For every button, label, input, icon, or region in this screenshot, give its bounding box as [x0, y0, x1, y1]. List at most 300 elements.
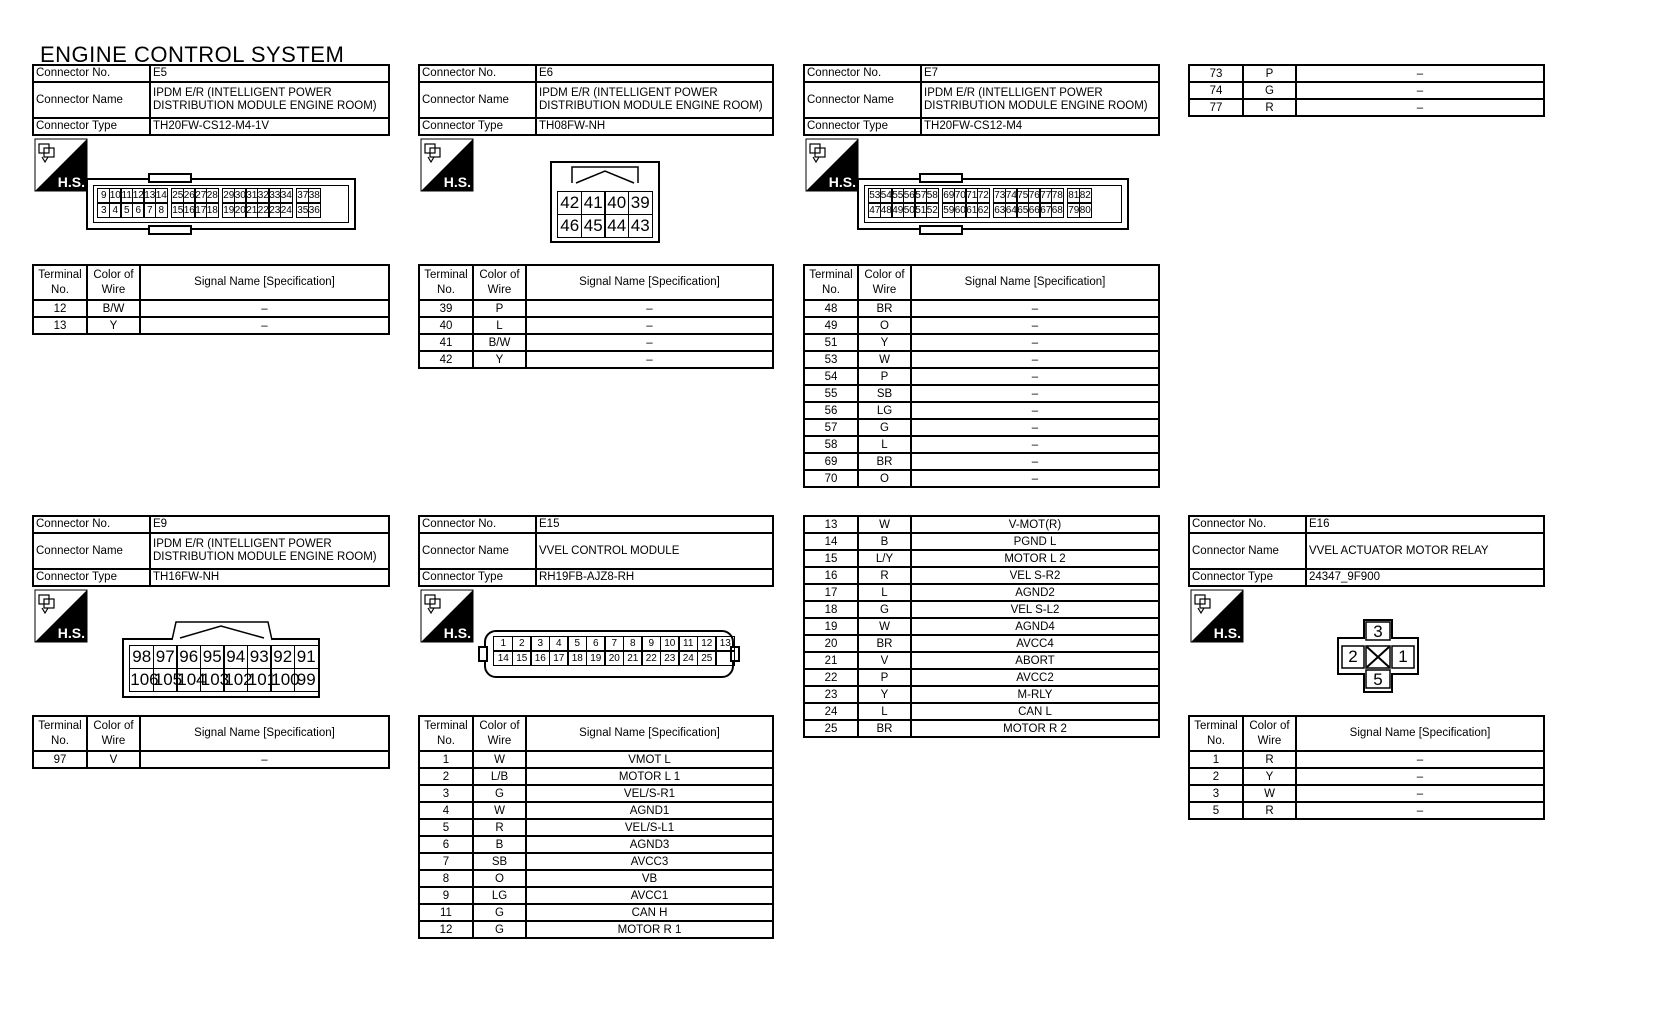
connector-face: [86, 178, 356, 230]
terminal-no: 17: [804, 584, 858, 601]
wire-color: G: [473, 785, 526, 802]
terminal-row: [33, 300, 389, 317]
connector-name-label: Connector Name: [419, 533, 536, 569]
terminal-pin: 6: [132, 203, 145, 218]
terminal-pin: 5: [120, 203, 133, 218]
signal-name: AVCC4: [911, 635, 1159, 652]
terminal-pin: 7: [143, 203, 156, 218]
terminal-row: [804, 453, 1159, 470]
terminal-pin: 3: [97, 203, 110, 218]
signal-name: MOTOR L 1: [526, 768, 773, 785]
terminal-no: 15: [804, 550, 858, 567]
signal-name: AGND3: [526, 836, 773, 853]
terminal-pin: 4: [549, 636, 569, 651]
terminal-no: 48: [804, 300, 858, 317]
terminal-pin: 70: [954, 190, 966, 202]
signal-name: –: [1296, 785, 1544, 802]
terminal-pin: [715, 651, 735, 666]
connector-name-value: VVEL ACTUATOR MOTOR RELAY: [1306, 533, 1544, 569]
connector-type-value: TH20FW-CS12-M4: [921, 118, 1159, 135]
terminal-no: 42: [419, 351, 473, 368]
terminal-pin: 32: [257, 190, 269, 202]
connector-type-label: Connector Type: [33, 118, 150, 135]
terminal-no: 5: [1189, 802, 1243, 819]
terminal-pin: 41: [581, 191, 606, 215]
connector-number-label: Connector No.: [33, 65, 150, 82]
connector-info-table: [32, 515, 390, 587]
terminal-no: 97: [33, 751, 87, 768]
page-title: ENGINE CONTROL SYSTEM: [40, 42, 345, 67]
connector-face: [857, 178, 1129, 230]
wire-color: B: [858, 533, 911, 550]
terminal-no: 58: [804, 436, 858, 453]
terminal-pin: 80: [1079, 204, 1091, 216]
connector-face: [122, 638, 320, 698]
terminal-row: [804, 436, 1159, 453]
terminal-row: [1189, 768, 1544, 785]
signal-name: –: [526, 300, 773, 317]
connector-number-value: E7: [921, 65, 1159, 82]
terminal-pin: 23: [660, 651, 680, 666]
terminal-no: 2: [1189, 768, 1243, 785]
terminal-row: [419, 334, 773, 351]
terminal-pin: 1: [1398, 647, 1408, 666]
terminal-no: 41: [419, 334, 473, 351]
connector-e5-block: [32, 64, 390, 332]
terminal-pin: 72: [977, 190, 989, 202]
terminal-pin: 25: [172, 190, 184, 202]
terminal-row: [419, 819, 773, 836]
terminal-pin: 48: [880, 204, 892, 216]
terminal-row: [419, 785, 773, 802]
connector-e15-block: [418, 515, 774, 936]
terminal-table: [32, 264, 390, 335]
terminal-pin: 22: [257, 204, 269, 216]
terminal-pin: 15: [512, 651, 532, 666]
terminal-pin: 67: [1040, 204, 1052, 216]
harness-side-icon: [420, 589, 474, 643]
terminal-row: [419, 836, 773, 853]
hs-label: H.S.: [1213, 625, 1241, 641]
terminal-no: 56: [804, 402, 858, 419]
terminal-pin: 27: [195, 190, 207, 202]
terminal-pin: 79: [1068, 204, 1080, 216]
wire-color: R: [1243, 751, 1296, 768]
wire-color: P: [858, 669, 911, 686]
terminal-row: [1189, 82, 1544, 99]
wire-color: R: [858, 567, 911, 584]
connector-name-value: IPDM E/R (INTELLIGENT POWER DISTRIBUTION MODULE ENGINE ROOM): [921, 82, 1159, 118]
signal-name: MOTOR L 2: [911, 550, 1159, 567]
wire-color: B/W: [87, 300, 140, 317]
terminal-pin: 98: [129, 645, 154, 669]
wire-color: W: [858, 516, 911, 533]
terminal-row: [419, 751, 773, 768]
terminal-row: [804, 470, 1159, 487]
terminal-pin: 19: [223, 204, 235, 216]
connector-name-value: IPDM E/R (INTELLIGENT POWER DISTRIBUTION MODULE ENGINE ROOM): [150, 82, 389, 118]
signal-name: CAN L: [911, 703, 1159, 720]
terminal-pin: 104: [176, 668, 201, 692]
terminal-no: 12: [33, 300, 87, 317]
terminal-no: 25: [804, 720, 858, 737]
terminal-no: 8: [419, 870, 473, 887]
wire-color: L: [858, 436, 911, 453]
signal-name: –: [140, 300, 389, 317]
terminal-no: 51: [804, 334, 858, 351]
signal-name: –: [1296, 82, 1544, 99]
connector-face-grid: [869, 189, 1091, 218]
terminal-row: [804, 385, 1159, 402]
terminal-pin: 59: [943, 204, 955, 216]
terminal-pin: 73: [994, 190, 1006, 202]
terminal-row: [804, 652, 1159, 669]
terminal-pin: 96: [176, 645, 201, 669]
terminal-pin: 8: [623, 636, 643, 651]
terminal-no: 7: [419, 853, 473, 870]
wire-color: BR: [858, 720, 911, 737]
wire-color: G: [473, 904, 526, 921]
terminal-pin: 11: [678, 636, 698, 651]
terminal-pin: 30: [234, 190, 246, 202]
terminal-pin: 61: [966, 204, 978, 216]
terminal-pin: 58: [926, 190, 938, 202]
signal-name: CAN H: [526, 904, 773, 921]
connector-number-label: Connector No.: [33, 516, 150, 533]
connector-name-label: Connector Name: [804, 82, 921, 118]
terminal-row: [804, 720, 1159, 737]
terminal-no: 20: [804, 635, 858, 652]
wire-color: G: [1243, 82, 1296, 99]
terminal-pin: 64: [1005, 204, 1017, 216]
terminal-pin: 43: [628, 214, 653, 238]
terminal-pin: 62: [977, 204, 989, 216]
terminal-pin: 16: [530, 651, 550, 666]
terminal-pin: 22: [641, 651, 661, 666]
terminal-pin: 9: [97, 188, 110, 203]
terminal-pin: 103: [200, 668, 225, 692]
connector-number-value: E9: [150, 516, 389, 533]
terminal-pin: 2: [512, 636, 532, 651]
signal-name: PGND L: [911, 533, 1159, 550]
connector-type-value: TH20FW-CS12-M4-1V: [150, 118, 389, 135]
terminal-pin: 44: [604, 214, 629, 238]
signal-name: –: [1296, 99, 1544, 116]
terminal-pin: 74: [1005, 190, 1017, 202]
connector-face: [550, 161, 660, 243]
wire-color: BR: [858, 453, 911, 470]
terminal-pin: 6: [586, 636, 606, 651]
terminal-pin: 17: [549, 651, 569, 666]
terminal-pin: 42: [557, 191, 582, 215]
terminal-row: [804, 584, 1159, 601]
connector-number-label: Connector No.: [419, 516, 536, 533]
terminal-pin: 17: [195, 204, 207, 216]
wire-color: L/Y: [858, 550, 911, 567]
signal-name: –: [1296, 802, 1544, 819]
terminal-pin: 12: [697, 636, 717, 651]
wire-color: B: [473, 836, 526, 853]
hs-label: H.S.: [57, 625, 85, 641]
terminal-pin: 105: [153, 668, 178, 692]
terminal-row: [419, 768, 773, 785]
terminal-no: 9: [419, 887, 473, 904]
connector-number-value: E16: [1306, 516, 1544, 533]
wire-color: V: [87, 751, 140, 768]
connector-e9-block: [32, 515, 390, 766]
wire-color: Y: [1243, 768, 1296, 785]
signal-name: –: [526, 317, 773, 334]
connector-number-value: E5: [150, 65, 389, 82]
wire-color: Y: [87, 317, 140, 334]
terminal-pin: 93: [247, 645, 272, 669]
terminal-pin: 36: [308, 204, 320, 216]
connector-name-label: Connector Name: [419, 82, 536, 118]
terminal-pin: 81: [1068, 190, 1080, 202]
wire-color: R: [1243, 802, 1296, 819]
terminal-row: [1189, 751, 1544, 768]
terminal-pin: 60: [954, 204, 966, 216]
terminal-no: 1: [1189, 751, 1243, 768]
terminal-pin: 75: [1017, 190, 1029, 202]
terminal-row: [804, 618, 1159, 635]
signal-name: AGND1: [526, 802, 773, 819]
wire-color: SB: [858, 385, 911, 402]
terminal-table: [418, 264, 774, 369]
wire-color: P: [1243, 65, 1296, 82]
signal-name: –: [911, 419, 1159, 436]
terminal-no: 6: [419, 836, 473, 853]
connector-name-value: IPDM E/R (INTELLIGENT POWER DISTRIBUTION MODULE ENGINE ROOM): [536, 82, 773, 118]
wire-color: L: [858, 703, 911, 720]
signal-name: VEL/S-L1: [526, 819, 773, 836]
terminal-no-header: Terminal No.: [33, 265, 87, 300]
terminal-row: [419, 870, 773, 887]
wire-color: Y: [858, 686, 911, 703]
signal-name: –: [1296, 768, 1544, 785]
color-of-wire-header: Color of Wire: [87, 265, 140, 300]
connector-e7-continued: [1188, 64, 1545, 117]
terminal-no: 70: [804, 470, 858, 487]
terminal-row: [804, 402, 1159, 419]
terminal-no: 13: [804, 516, 858, 533]
wire-color: W: [473, 751, 526, 768]
connector-number-label: Connector No.: [804, 65, 921, 82]
terminal-pin: 92: [270, 645, 295, 669]
signal-name: –: [1296, 751, 1544, 768]
terminal-no: 3: [1189, 785, 1243, 802]
signal-name: AGND4: [911, 618, 1159, 635]
wire-color: P: [858, 368, 911, 385]
terminal-row: [419, 351, 773, 368]
color-of-wire-header: Color of Wire: [473, 265, 526, 300]
terminal-pin: 37: [297, 190, 309, 202]
terminal-pin: 5: [567, 636, 587, 651]
terminal-table: [418, 715, 774, 939]
terminal-no: 49: [804, 317, 858, 334]
wire-color: R: [1243, 99, 1296, 116]
color-of-wire-header: Color of Wire: [87, 716, 140, 751]
terminal-table: [1188, 715, 1545, 820]
terminal-pin: 9: [641, 636, 661, 651]
terminal-pin: 38: [308, 190, 320, 202]
terminal-row: [804, 567, 1159, 584]
connector-type-value: RH19FB-AJZ8-RH: [536, 569, 773, 586]
wire-color: BR: [858, 300, 911, 317]
wire-color: L/B: [473, 768, 526, 785]
signal-name: MOTOR R 1: [526, 921, 773, 938]
connector-number-label: Connector No.: [1189, 516, 1306, 533]
connector-info-table: [418, 515, 774, 587]
terminal-pin: 29: [223, 190, 235, 202]
terminal-no: 40: [419, 317, 473, 334]
terminal-row: [33, 317, 389, 334]
terminal-row: [804, 317, 1159, 334]
terminal-pin: 77: [1040, 190, 1052, 202]
harness-side-icon: [805, 138, 859, 192]
wire-color: W: [473, 802, 526, 819]
terminal-pin: 57: [915, 190, 927, 202]
terminal-pin: 21: [246, 204, 258, 216]
wire-color: BR: [858, 635, 911, 652]
terminal-pin: 10: [660, 636, 680, 651]
terminal-no: 77: [1189, 99, 1243, 116]
terminal-no: 22: [804, 669, 858, 686]
signal-name: –: [911, 368, 1159, 385]
connector-number-label: Connector No.: [419, 65, 536, 82]
terminal-pin: 63: [994, 204, 1006, 216]
terminal-pin: 46: [557, 214, 582, 238]
terminal-row: [419, 300, 773, 317]
signal-name-header: Signal Name [Specification]: [526, 265, 773, 300]
terminal-pin: 10: [109, 190, 121, 202]
signal-name: –: [911, 300, 1159, 317]
terminal-pin: 39: [628, 191, 653, 215]
terminal-pin: 97: [153, 645, 178, 669]
hs-label: H.S.: [828, 174, 856, 190]
terminal-pin: 15: [172, 204, 184, 216]
terminal-pin: 8: [155, 203, 168, 218]
terminal-no-header: Terminal No.: [804, 265, 858, 300]
connector-name-label: Connector Name: [33, 82, 150, 118]
terminal-pin: 49: [892, 204, 904, 216]
connector-name-label: Connector Name: [33, 533, 150, 569]
terminal-row: [419, 904, 773, 921]
terminal-no: 16: [804, 567, 858, 584]
connector-type-label: Connector Type: [419, 118, 536, 135]
terminal-pin: 40: [604, 191, 629, 215]
signal-name-header: Signal Name [Specification]: [140, 716, 389, 751]
terminal-pin: 51: [915, 204, 927, 216]
terminal-row: [804, 703, 1159, 720]
signal-name: ABORT: [911, 652, 1159, 669]
terminal-pin: 14: [155, 190, 167, 202]
terminal-row: [804, 550, 1159, 567]
signal-name-header: Signal Name [Specification]: [911, 265, 1159, 300]
terminal-row: [804, 334, 1159, 351]
terminal-row: [419, 887, 773, 904]
terminal-no-header: Terminal No.: [1189, 716, 1243, 751]
terminal-row: [1189, 802, 1544, 819]
connector-face-grid: [130, 646, 318, 691]
wire-color: G: [473, 921, 526, 938]
terminal-row: [419, 802, 773, 819]
terminal-pin: 4: [109, 203, 122, 218]
connector-type-value: 24347_9F900: [1306, 569, 1544, 586]
wire-color: R: [473, 819, 526, 836]
color-of-wire-header: Color of Wire: [1243, 716, 1296, 751]
terminal-no: 54: [804, 368, 858, 385]
terminal-pin: 1: [493, 636, 513, 651]
connector-info-table: [1188, 515, 1545, 587]
terminal-row: [33, 751, 389, 768]
connector-face: [1336, 618, 1420, 694]
connector-type-value: TH16FW-NH: [150, 569, 389, 586]
signal-name: –: [1296, 65, 1544, 82]
terminal-pin: 13: [144, 190, 156, 202]
terminal-pin: 106: [129, 668, 154, 692]
wire-color: Y: [858, 334, 911, 351]
terminal-pin: 68: [1051, 204, 1063, 216]
harness-side-icon: [34, 138, 88, 192]
terminal-row: [1189, 785, 1544, 802]
terminal-row: [1189, 99, 1544, 116]
hs-label: H.S.: [443, 174, 471, 190]
connector-name-value: VVEL CONTROL MODULE: [536, 533, 773, 569]
terminal-pin: 21: [623, 651, 643, 666]
connector-face-grid: [494, 637, 735, 666]
terminal-pin: 55: [892, 190, 904, 202]
hs-label: H.S.: [443, 625, 471, 641]
terminal-pin: 45: [581, 214, 606, 238]
terminal-pin: 26: [183, 190, 195, 202]
wire-color: W: [858, 351, 911, 368]
connector-info-table: [803, 64, 1160, 136]
signal-name: MOTOR R 2: [911, 720, 1159, 737]
terminal-pin: 25: [697, 651, 717, 666]
terminal-row: [419, 317, 773, 334]
signal-name-header: Signal Name [Specification]: [526, 716, 773, 751]
terminal-no: 23: [804, 686, 858, 703]
wire-color: B/W: [473, 334, 526, 351]
terminal-no: 53: [804, 351, 858, 368]
signal-name: M-RLY: [911, 686, 1159, 703]
terminal-pin: 24: [280, 204, 292, 216]
wire-color: W: [858, 618, 911, 635]
terminal-row: [804, 419, 1159, 436]
terminal-pin: 24: [678, 651, 698, 666]
terminal-no: 73: [1189, 65, 1243, 82]
terminal-pin: 5: [1373, 670, 1383, 689]
terminal-no-header: Terminal No.: [33, 716, 87, 751]
terminal-pin: 14: [493, 651, 513, 666]
signal-name: –: [911, 317, 1159, 334]
terminal-pin: 7: [604, 636, 624, 651]
terminal-pin: 95: [200, 645, 225, 669]
signal-name: –: [911, 402, 1159, 419]
wire-color: G: [858, 419, 911, 436]
terminal-row: [804, 351, 1159, 368]
terminal-pin: 12: [132, 190, 144, 202]
terminal-no-header: Terminal No.: [419, 716, 473, 751]
connector-face-grid: [558, 192, 652, 237]
terminal-pin: 65: [1017, 204, 1029, 216]
wire-color: L: [858, 584, 911, 601]
terminal-pin: 69: [943, 190, 955, 202]
wire-color: L: [473, 317, 526, 334]
signal-name: –: [911, 351, 1159, 368]
terminal-pin: 47: [869, 204, 881, 216]
